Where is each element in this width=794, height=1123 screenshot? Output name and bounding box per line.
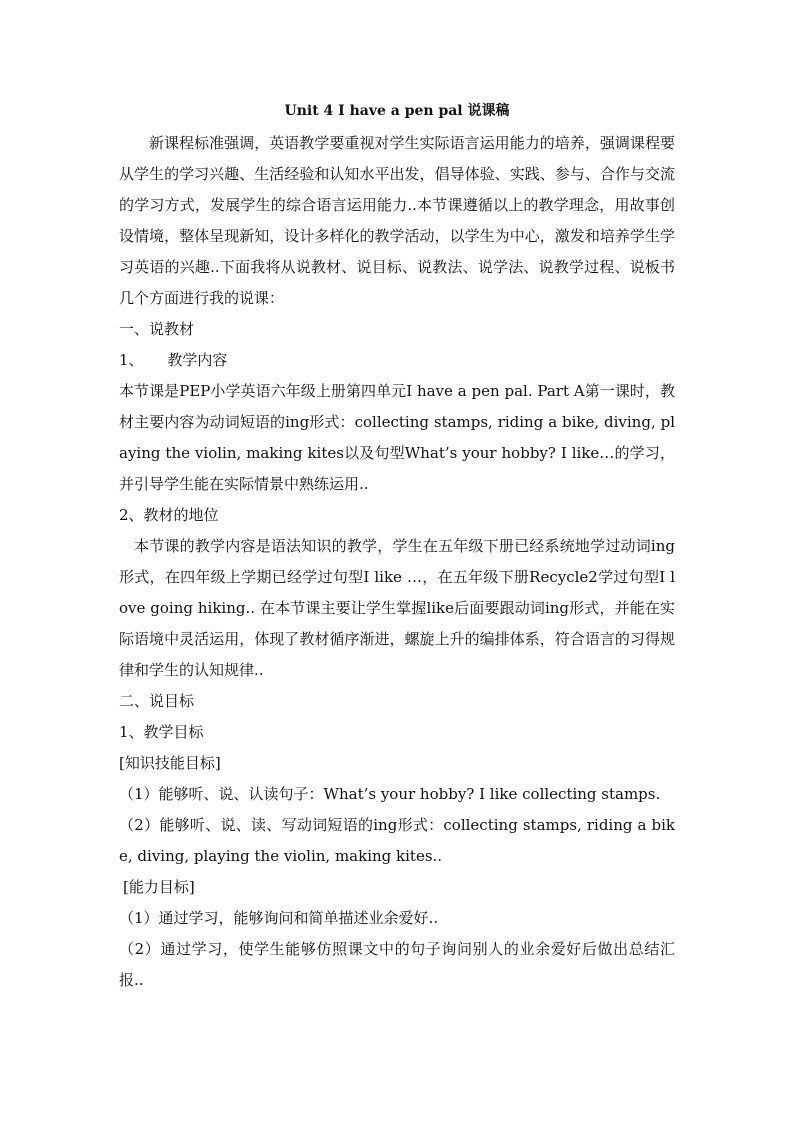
ability-objective-2: （2）通过学习，使学生能够仿照课文中的句子询问别人的业余爱好后做出总结汇报.. bbox=[119, 940, 675, 989]
textbook-position-paragraph: 本节课的教学内容是语法知识的教学，学生在五年级下册已经系统地学过动词ing形式，在四年级上学期已经学过句型I like …，在五年级下册Recycle2学过句型I love going hiking.. 在本节课主要让学生掌握like后面要跟动词ing形式，并能在实际语境中灵活运用，体现了教材循序渐进，螺旋上升的编排体系，符合语言的习得规律和学生的认知规律.. bbox=[119, 537, 675, 679]
intro-paragraph: 新课程标准强调，英语教学要重视对学生实际语言运用能力的培养，强调课程要从学生的学习兴趣、生活经验和认知水平出发，倡导体验、实践、参与、合作与交流的学习方式，发展学生的综合语言运用能力..本节课遵循以上的教学理念，用故事创设情境，整体呈现新知，设计多样化的教学活动，以学生为中心，激发和培养学生学习英语的兴趣..下面我将从说教材、说目标、说教法、说学法、说教学过程、说板书几个方面进行我的说课： bbox=[119, 134, 675, 307]
knowledge-objective-2: （2）能够听、说、读、写动词短语的ing形式：collecting stamps, riding a bike, diving, playing the violin, making kites.. bbox=[119, 816, 675, 865]
section-heading-objectives: 二、说目标 bbox=[119, 692, 195, 710]
ability-objective-1: （1）通过学习，能够询问和简单描述业余爱好.. bbox=[119, 909, 439, 927]
teaching-content-paragraph: 本节课是PEP小学英语六年级上册第四单元I have a pen pal. Part A第一课时，教材主要内容为动词短语的ing形式：collecting stamps, riding a bike, diving, playing the violin, making kites以及句型What’s your hobby? I like…的学习，并引导学生能在实际情景中熟练运用.. bbox=[119, 382, 675, 493]
ability-objectives-label: [能力目标] bbox=[123, 878, 195, 896]
subheading-textbook-position: 2、教材的地位 bbox=[119, 506, 219, 524]
section-heading-textbook: 一、说教材 bbox=[119, 320, 195, 338]
page-title: Unit 4 I have a pen pal 说课稿 bbox=[284, 103, 510, 119]
knowledge-objective-1: （1）能够听、说、认读句子：What’s your hobby? I like collecting stamps. bbox=[119, 785, 661, 803]
knowledge-objectives-label: [知识技能目标] bbox=[119, 754, 221, 772]
document-body bbox=[119, 96, 675, 996]
subheading-teaching-content: 1、 教学内容 bbox=[119, 351, 228, 369]
subheading-teaching-objectives: 1、教学目标 bbox=[119, 723, 204, 741]
